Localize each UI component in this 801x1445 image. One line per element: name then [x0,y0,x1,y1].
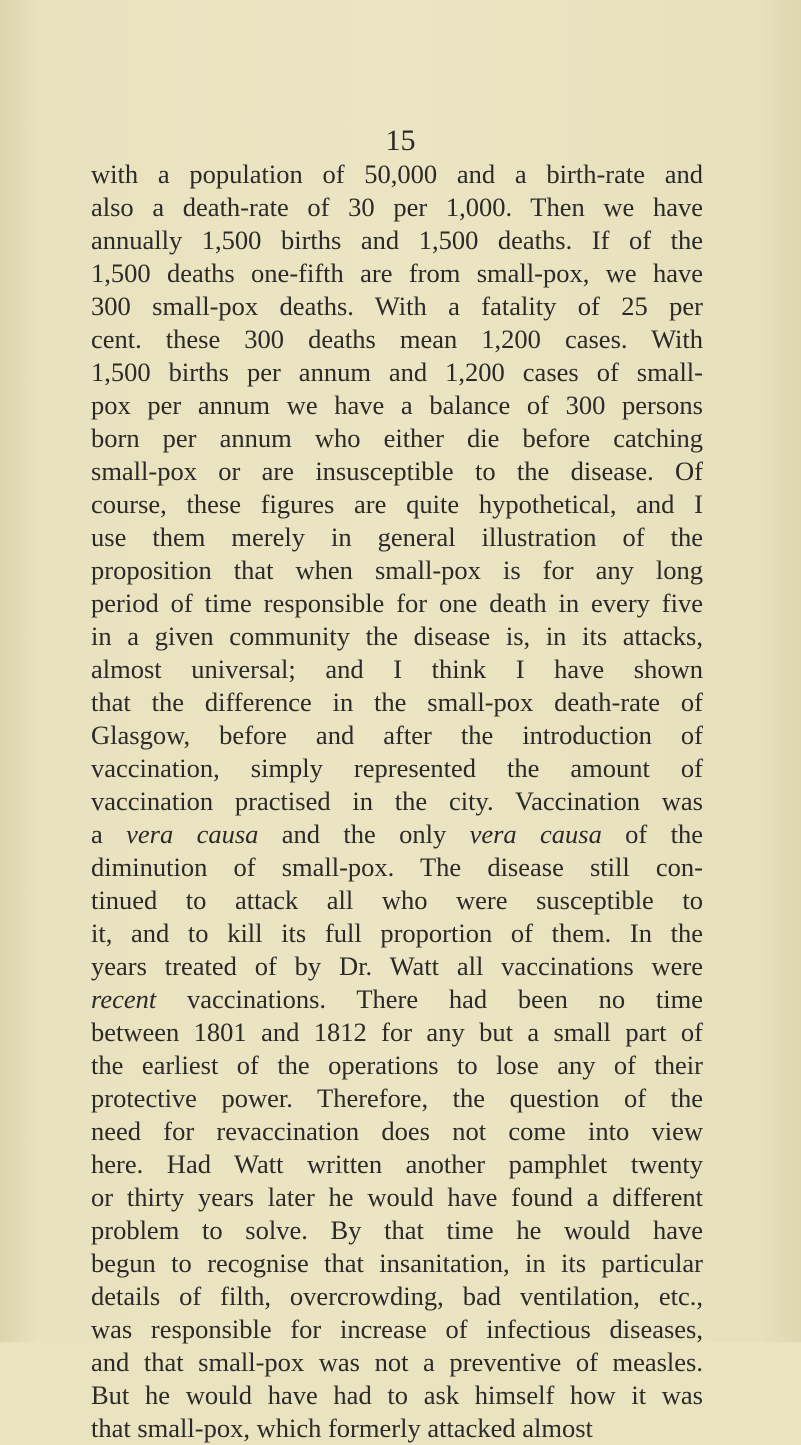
text-segment: the earliest of the operations to lose any of their [91,1050,703,1080]
text-segment: was responsible for increase of infectious diseases, [91,1314,703,1344]
italic-text: vera causa [126,819,259,849]
text-segment: born per annum who either die before catching [91,423,703,453]
text-segment: But he would have had to ask himself how it was [91,1380,703,1410]
text-line [91,653,703,686]
page-number: 15 [385,124,416,157]
text-line [91,257,703,290]
text-line [91,1148,703,1181]
text-line [91,884,703,917]
text-segment: period of time responsible for one death in every five [91,588,703,618]
text-line [91,620,703,653]
text-segment: 1,500 births per annum and 1,200 cases of small- [91,357,703,387]
text-line [91,1247,703,1280]
text-line [91,950,703,983]
text-segment: that small-pox, which formerly attacked almost [91,1413,593,1443]
text-segment: details of filth, overcrowding, bad ventilation, etc., [91,1281,703,1311]
text-segment: diminution of small-pox. The disease still con- [91,852,703,882]
text-line [91,158,703,191]
text-line [91,488,703,521]
body-text [91,158,703,1445]
text-segment: vaccinations. There had been no time [156,984,703,1014]
text-segment: 300 small-pox deaths. With a fatality of 25 per [91,291,703,321]
text-segment: here. Had Watt written another pamphlet twenty [91,1149,703,1179]
text-segment: and the only [258,819,470,849]
text-segment: in a given community the disease is, in its attacks, [91,621,703,651]
text-segment: almost universal; and I think I have shown [91,654,703,684]
text-line [91,818,703,851]
text-segment: a [91,819,127,849]
text-line [91,290,703,323]
text-line [91,1412,703,1445]
text-line [91,851,703,884]
text-segment: vaccination, simply represented the amount of [91,753,703,783]
text-line [91,785,703,818]
text-line [91,719,703,752]
text-segment: and that small-pox was not a preventive of measles. [91,1347,703,1377]
text-line [91,1280,703,1313]
text-segment: small-pox or are insusceptible to the disease. Of [91,456,703,486]
text-segment: annually 1,500 births and 1,500 deaths. If of the [91,225,703,255]
text-line [91,917,703,950]
text-line [91,1346,703,1379]
text-line [91,356,703,389]
text-line [91,1115,703,1148]
text-segment: begun to recognise that insanitation, in its particular [91,1248,703,1278]
text-segment: 1,500 deaths one-fifth are from small-pox, we have [91,258,703,288]
text-line [91,1214,703,1247]
text-segment: course, these figures are quite hypothetical, and I [91,489,703,519]
text-segment: between 1801 and 1812 for any but a small part of [91,1017,703,1047]
text-line [91,1049,703,1082]
italic-text: recent [91,984,157,1014]
text-segment: years treated of by Dr. Watt all vaccinations were [91,951,703,981]
text-line [91,422,703,455]
text-segment: also a death-rate of 30 per 1,000. Then we have [91,192,703,222]
text-segment: or thirty years later he would have found a different [91,1182,703,1212]
text-segment: Glasgow, before and after the introduction of [91,720,703,750]
text-line [91,1082,703,1115]
text-line [91,455,703,488]
text-segment: that the difference in the small-pox death-rate of [91,687,703,717]
text-line [91,1181,703,1214]
text-segment: with a population of 50,000 and a birth-rate and [91,159,703,189]
text-segment: of the [601,819,703,849]
text-line [91,191,703,224]
text-line [91,389,703,422]
text-line [91,1379,703,1412]
text-segment: tinued to attack all who were susceptible to [91,885,703,915]
text-line [91,686,703,719]
text-line [91,752,703,785]
text-segment: problem to solve. By that time he would have [91,1215,703,1245]
text-line [91,554,703,587]
text-line [91,1016,703,1049]
text-segment: need for revaccination does not come into view [91,1116,703,1146]
text-line [91,587,703,620]
text-segment: proposition that when small-pox is for any long [91,555,703,585]
text-segment: protective power. Therefore, the question of the [91,1083,703,1113]
text-segment: use them merely in general illustration of the [91,522,703,552]
text-segment: vaccination practised in the city. Vaccination was [91,786,703,816]
italic-text: vera causa [469,819,602,849]
text-line [91,983,703,1016]
text-line [91,521,703,554]
text-segment: it, and to kill its full proportion of them. In the [91,918,703,948]
text-line [91,323,703,356]
text-line [91,1313,703,1346]
text-line [91,224,703,257]
text-segment: pox per annum we have a balance of 300 persons [91,390,703,420]
text-segment: cent. these 300 deaths mean 1,200 cases. With [91,324,703,354]
